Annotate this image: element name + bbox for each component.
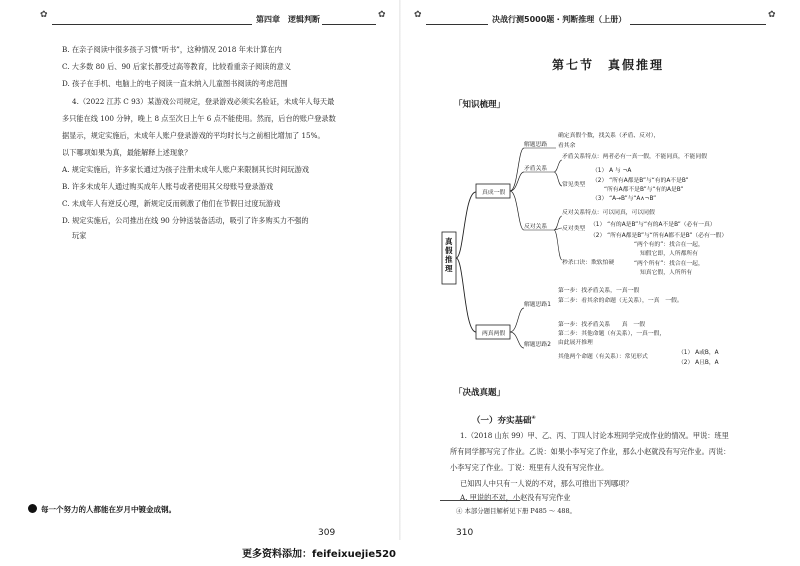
- ornament-icon: ✿: [378, 10, 386, 20]
- text-line: 1.（2018 山东 99）甲、乙、丙、丁四人讨论本班同学完成作业的情况。甲说：班里: [460, 431, 729, 440]
- idea2c-item: （2） A且B，A: [678, 360, 719, 366]
- left-page: [0, 0, 400, 540]
- trick-item: “两个有的”：找合在一起，: [634, 242, 704, 248]
- idea2b-line: 第一步：找矛盾关系 真 一假: [558, 322, 645, 328]
- idea2b-line: 由此展开推理: [558, 340, 593, 346]
- text-line: C. 大多数 80 后、90 后家长都受过高等教育，比较看重亲子阅读的意义: [62, 62, 292, 71]
- branch1-label: 真成一假: [482, 190, 506, 196]
- footnote-rule: [440, 500, 520, 501]
- option-a: A. 甲说的不对，小赵没有写完作业: [460, 493, 571, 502]
- knowledge-heading: 「知识梳理」: [454, 100, 506, 110]
- watermark: 更多资料添加：feifeixuejie520: [242, 549, 396, 560]
- book-header: 决战行测5000题・判断推理（上册）: [488, 14, 630, 25]
- idea1-line: 确定真假个数，找关系（矛盾、反对），: [558, 133, 660, 139]
- branch2-label: 两真两假: [482, 331, 506, 337]
- contra-item: “所有A都不是B”与“有的A是B”: [604, 187, 684, 193]
- contrary-item: （2） “所有A都是B”与“所有A都不是B”（必有一假）: [590, 233, 728, 239]
- idea2a-line: 第二步：看其余的命题（无关系），一真 一假。: [558, 298, 683, 304]
- trick-item: 知假它即，人所都所有: [640, 251, 698, 257]
- contra-item: （1） A 与 ¬A: [592, 168, 632, 174]
- idea2c-item: （1） A或B，A: [678, 350, 719, 356]
- text-line: 据显示，规定实施后，未成年人账户登录游戏的平均时长与之前相比增加了 15%。: [62, 131, 325, 140]
- sub-heading: （一）夯实基础④: [472, 415, 536, 426]
- text-line: 玩家: [72, 231, 87, 240]
- motto-text: 每一个努力的人都能在岁月中镀金成钢。: [41, 505, 176, 514]
- idea2b-line: 第二步：其他命题（有关系），一真一假，: [558, 331, 666, 337]
- footnote: ④ 本部分题目解析见下册 P485 ～ 488。: [456, 507, 576, 515]
- contra-item: （2） “所有A都是B”与“有的A不是B”: [592, 178, 689, 184]
- contra-item: （3） “A→B”与“A∧¬B”: [592, 196, 657, 202]
- header-rule: [322, 24, 376, 25]
- text-line: 4.（2022 江苏 C 93）某游戏公司规定，登录游戏必须实名验证，未成年人每天最: [72, 97, 335, 106]
- trick-label: 秒杀口诀：欺软怕硬: [562, 260, 615, 266]
- text-line: 小李写完了作业。丁说：班里有人没有写完作业。: [450, 463, 609, 472]
- ornament-icon: ✿: [414, 10, 422, 20]
- text-line: D. 孩子在手机、电脑上的电子阅读一直未纳入儿童图书阅读的考虑范围: [62, 79, 288, 88]
- contra-common: 常见类型: [562, 182, 586, 188]
- motto: [28, 504, 176, 515]
- contrary-def: 反对关系特点：可以同真，可以同假: [562, 210, 655, 216]
- text-line: B. 在亲子阅读中很多孩子习惯“听书”，这种情况 2018 年未计算在内: [62, 45, 282, 54]
- contrary-item: （1） “有的A是B”与“有的A不是B”（必有一真）: [590, 222, 716, 228]
- ornament-icon: ✿: [768, 10, 776, 20]
- mind-map: [440, 122, 780, 372]
- header-rule: [52, 24, 252, 25]
- text-line: 多只能在线 100 分钟，晚上 8 点至次日上午 6 点不能使用。然而，后台的账户登录数: [62, 114, 336, 123]
- idea2a-line: 第一步：找矛盾关系，一真一假: [558, 288, 640, 294]
- section-title: 第七节 真假推理: [552, 58, 665, 72]
- text-line: 已知四人中只有一人说的不对，那么可推出下列哪项？: [460, 479, 633, 488]
- option-d: D. 规定实施后，公司推出在线 90 分钟送装备活动，吸引了许多购买力不强的: [62, 216, 309, 225]
- ornament-icon: ✿: [40, 10, 48, 20]
- contra-def: 矛盾关系特点：两者必有一真一假，不能同真，不能同假: [562, 154, 707, 160]
- exam-heading: 「决战真题」: [454, 388, 506, 398]
- trick-item: “两个所有”：找合在一起，: [634, 261, 704, 267]
- idea2a-label: 解题思路1: [524, 302, 551, 308]
- idea2b-label: 解题思路2: [524, 342, 551, 348]
- page-number: 309: [318, 528, 336, 538]
- option-b: B. 许多未成年人通过购买成年人账号或者使用其父母账号登录游戏: [62, 182, 274, 191]
- root-label: 真假推理: [445, 237, 453, 273]
- trick-item: 知真它假，人所所有: [640, 270, 693, 276]
- right-page: [400, 0, 800, 540]
- contrary-sub: 反对类型: [562, 226, 586, 232]
- option-c: C. 未成年人有逆反心理，新规定反而刺激了他们在节假日过度玩游戏: [62, 199, 281, 208]
- idea1-label: 解题思路: [524, 142, 548, 148]
- chapter-header: 第四章 逻辑判断: [252, 14, 324, 25]
- text-line: 所有同学都写完了作业。乙说：如果小李写完了作业，那么小赵就没有写完作业。丙说：: [450, 447, 731, 456]
- option-a: A. 规定实施后，许多家长通过为孩子注册未成年人账户来限制其长时间玩游戏: [62, 165, 309, 174]
- idea2c-label: 其他两个命题（有关系）：常见形式: [558, 354, 648, 360]
- contradiction-label: 矛盾关系: [524, 166, 548, 172]
- contrary-label: 反对关系: [524, 224, 548, 230]
- text-line: 以下哪项如果为真，最能解释上述现象？: [62, 148, 192, 157]
- bullet-icon: [28, 504, 37, 513]
- idea1-line: 看其余: [558, 143, 576, 149]
- page-number: 310: [456, 528, 474, 538]
